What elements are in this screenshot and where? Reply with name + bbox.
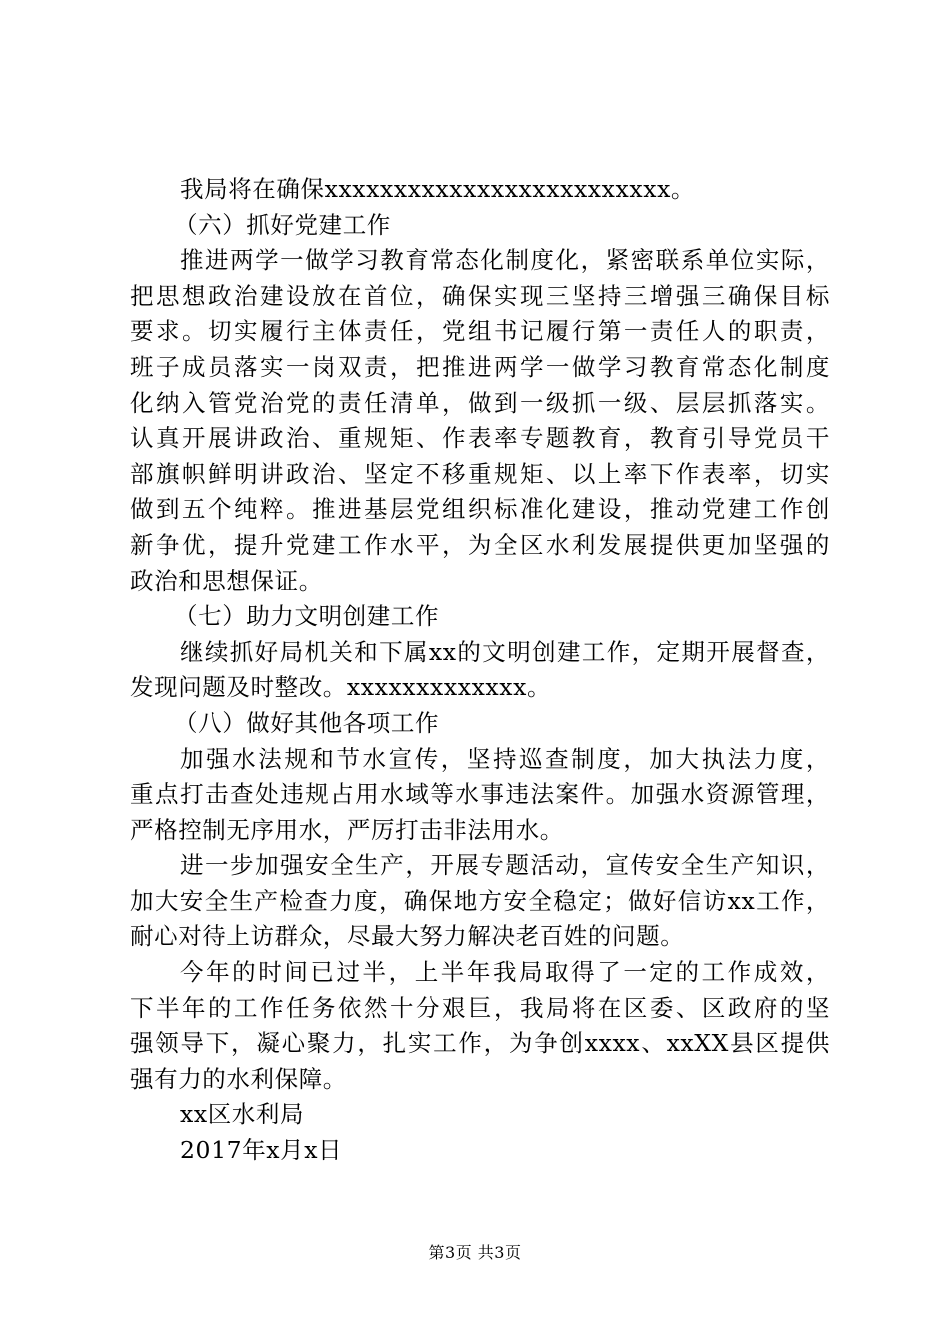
paragraph-line: 政治和思想保证。 bbox=[130, 566, 323, 595]
paragraph-line: 严格控制无序用水，严厉打击非法用水。 bbox=[130, 815, 564, 844]
document-body bbox=[130, 172, 830, 1169]
section-heading: （七）助力文明创建工作 bbox=[174, 602, 440, 631]
paragraph-line: 把思想政治建设放在首位，确保实现三坚持三增强三确保目标 bbox=[130, 281, 830, 310]
paragraph-line: 今年的时间已过半，上半年我局取得了一定的工作成效， bbox=[180, 958, 830, 987]
paragraph-line: 加大安全生产检查力度，确保地方安全稳定；做好信访xx工作， bbox=[130, 886, 830, 915]
paragraph-line: 部旗帜鲜明讲政治、坚定不移重规矩、以上率下作表率，切实 bbox=[130, 459, 830, 488]
paragraph-line: 班子成员落实一岗双责，把推进两学一做学习教育常态化制度 bbox=[130, 352, 830, 381]
paragraph-line: 发现问题及时整改。xxxxxxxxxxxxx。 bbox=[130, 673, 552, 702]
paragraph-line: 强领导下，凝心聚力，扎实工作，为争创xxxx、xxXX县区提供 bbox=[130, 1029, 830, 1058]
paragraph-line: 化纳入管党治党的责任清单，做到一级抓一级、层层抓落实。 bbox=[130, 388, 830, 417]
paragraph-line: 推进两学一做学习教育常态化制度化，紧密联系单位实际， bbox=[180, 246, 830, 275]
paragraph-line: 进一步加强安全生产，开展专题活动，宣传安全生产知识， bbox=[180, 851, 830, 880]
paragraph-line: 下半年的工作任务依然十分艰巨，我局将在区委、区政府的坚 bbox=[130, 993, 830, 1022]
section-heading: （六）抓好党建工作 bbox=[174, 210, 391, 239]
paragraph-line: 继续抓好局机关和下属xx的文明创建工作，定期开展督查， bbox=[180, 637, 830, 666]
page-number-footer: 第3页 共3页 bbox=[428, 1243, 522, 1262]
paragraph-line: 做到五个纯粹。推进基层党组织标准化建设，推动党建工作创 bbox=[130, 495, 830, 524]
paragraph-line: 认真开展讲政治、重规矩、作表率专题教育，教育引导党员干 bbox=[130, 424, 830, 453]
paragraph-line: 我局将在确保xxxxxxxxxxxxxxxxxxxxxxxxx。 bbox=[180, 175, 696, 203]
paragraph-line: 耐心对待上访群众，尽最大努力解决老百姓的问题。 bbox=[130, 922, 685, 951]
paragraph-line: 强有力的水利保障。 bbox=[130, 1064, 347, 1093]
paragraph-line: 新争优，提升党建工作水平，为全区水利发展提供更加坚强的 bbox=[130, 530, 830, 559]
paragraph-line: 重点打击查处违规占用水域等水事违法案件。加强水资源管理， bbox=[130, 780, 830, 809]
paragraph-line: 加强水法规和节水宣传，坚持巡查制度，加大执法力度， bbox=[180, 744, 830, 773]
section-heading: （八）做好其他各项工作 bbox=[174, 708, 440, 737]
signature-organization: xx区水利局 bbox=[180, 1100, 305, 1129]
signature-date: 2017年x月x日 bbox=[180, 1136, 343, 1165]
paragraph-line: 要求。切实履行主体责任，党组书记履行第一责任人的职责， bbox=[130, 317, 830, 346]
